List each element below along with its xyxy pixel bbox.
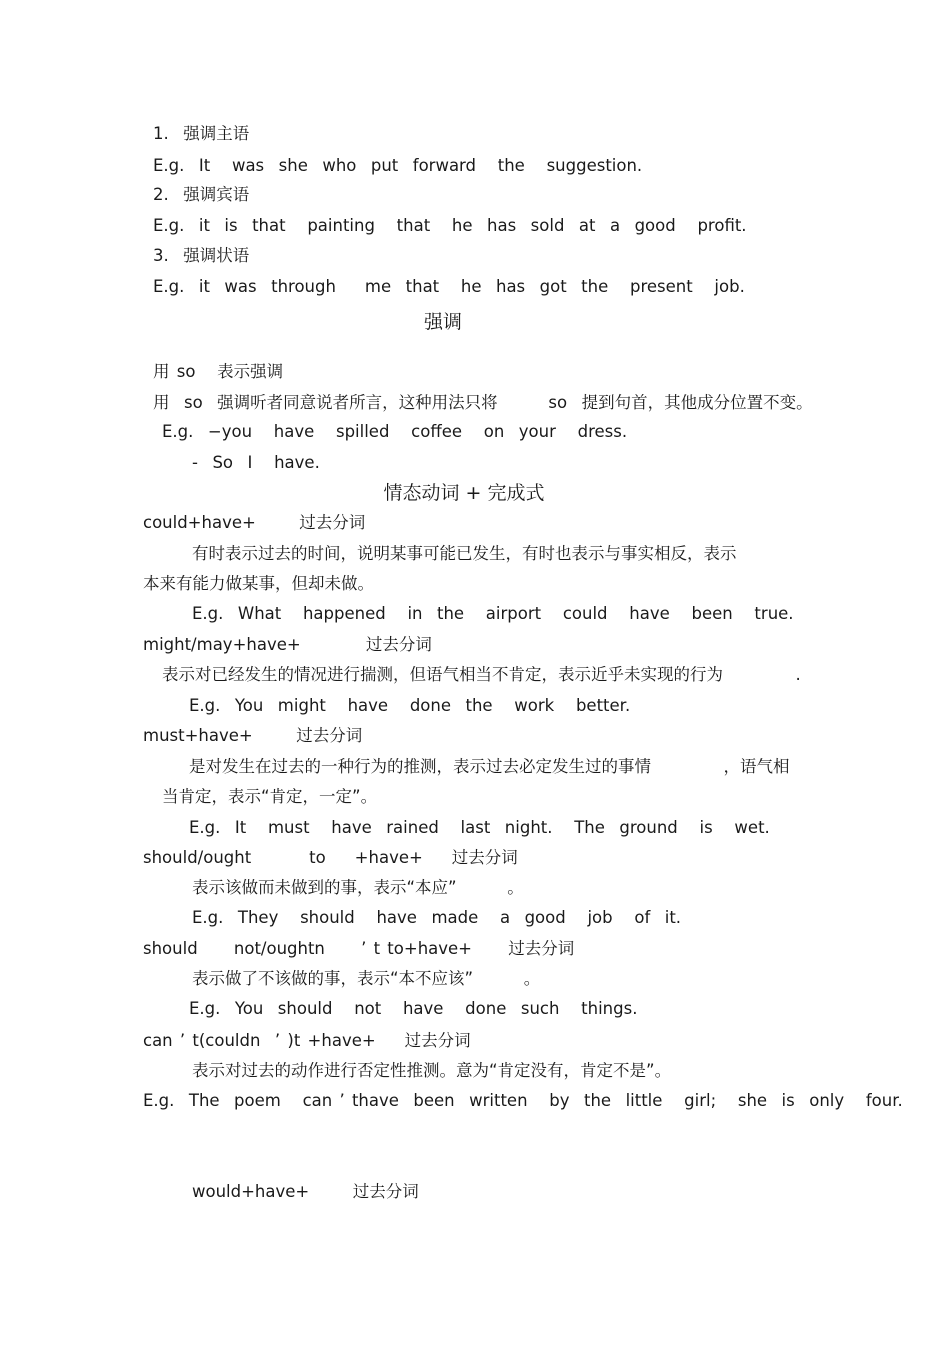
should-not-title: should not/oughtn ’ t to+have+ 过去分词 bbox=[143, 939, 575, 958]
should-example: E.g. They should have made a good job of it. bbox=[192, 908, 682, 927]
must-title: must+have+ 过去分词 bbox=[143, 726, 363, 745]
might-title: might/may+have+ 过去分词 bbox=[143, 635, 432, 654]
should-description: 表示该做而未做到的事，表示“本应” 。 bbox=[192, 878, 524, 897]
so-section-description: 用 so 强调听者同意说者所言，这种用法只将 so 提到句首，其他成分位置不变。 bbox=[153, 393, 813, 412]
could-description-1: 有时表示过去的时间，说明某事可能已发生，有时也表示与事实相反，表示 bbox=[192, 544, 737, 563]
could-example: E.g. What happened in the airport could have been true. bbox=[192, 604, 794, 623]
could-title: could+have+ 过去分词 bbox=[143, 513, 366, 532]
emphasis-object-title: 2. 强调宾语 bbox=[153, 185, 250, 204]
might-description: 表示对已经发生的情况进行揣测，但语气相当不肯定，表示近乎未实现的行为 . bbox=[162, 665, 801, 684]
so-example-line1: E.g. −you have spilled coffee on your dress. bbox=[162, 422, 628, 441]
so-example-line2: - So I have. bbox=[192, 453, 320, 472]
emphasis-adverbial-example: E.g. it was through me that he has got the present job. bbox=[153, 277, 745, 296]
heading-modal-perfect: 情态动词 + 完成式 bbox=[383, 482, 545, 504]
should-not-example: E.g. You should not have done such things. bbox=[189, 999, 638, 1018]
must-example: E.g. It must have rained last night. The ground is wet. bbox=[189, 818, 770, 837]
must-description-2: 当肯定，表示“肯定，一定”。 bbox=[162, 787, 378, 806]
cant-title: can ’ t(couldn ’ )t +have+ 过去分词 bbox=[143, 1031, 471, 1050]
must-description-1: 是对发生在过去的一种行为的推测，表示过去必定发生过的事情 ，语气相 bbox=[189, 757, 790, 776]
emphasis-subject-title: 1. 强调主语 bbox=[153, 124, 250, 143]
should-title: should/ought to +have+ 过去分词 bbox=[143, 848, 518, 867]
so-section-title: 用 so 表示强调 bbox=[153, 362, 284, 381]
emphasis-object-example: E.g. it is that painting that he has sold at a good profit. bbox=[153, 216, 747, 235]
cant-example: E.g. The poem can ’ thave been written by the little girl; she is only four. bbox=[143, 1091, 903, 1110]
might-example: E.g. You might have done the work better. bbox=[189, 696, 631, 715]
heading-emphasis: 强调 bbox=[423, 311, 462, 333]
cant-description: 表示对过去的动作进行否定性推测。意为“肯定没有，肯定不是”。 bbox=[192, 1061, 672, 1080]
emphasis-adverbial-title: 3. 强调状语 bbox=[153, 246, 250, 265]
emphasis-subject-example: E.g. It was she who put forward the suggestion. bbox=[153, 156, 643, 175]
could-description-2: 本来有能力做某事，但却未做。 bbox=[143, 574, 374, 593]
would-title: would+have+ 过去分词 bbox=[192, 1182, 419, 1201]
should-not-description: 表示做了不该做的事，表示“本不应该” 。 bbox=[192, 969, 541, 988]
